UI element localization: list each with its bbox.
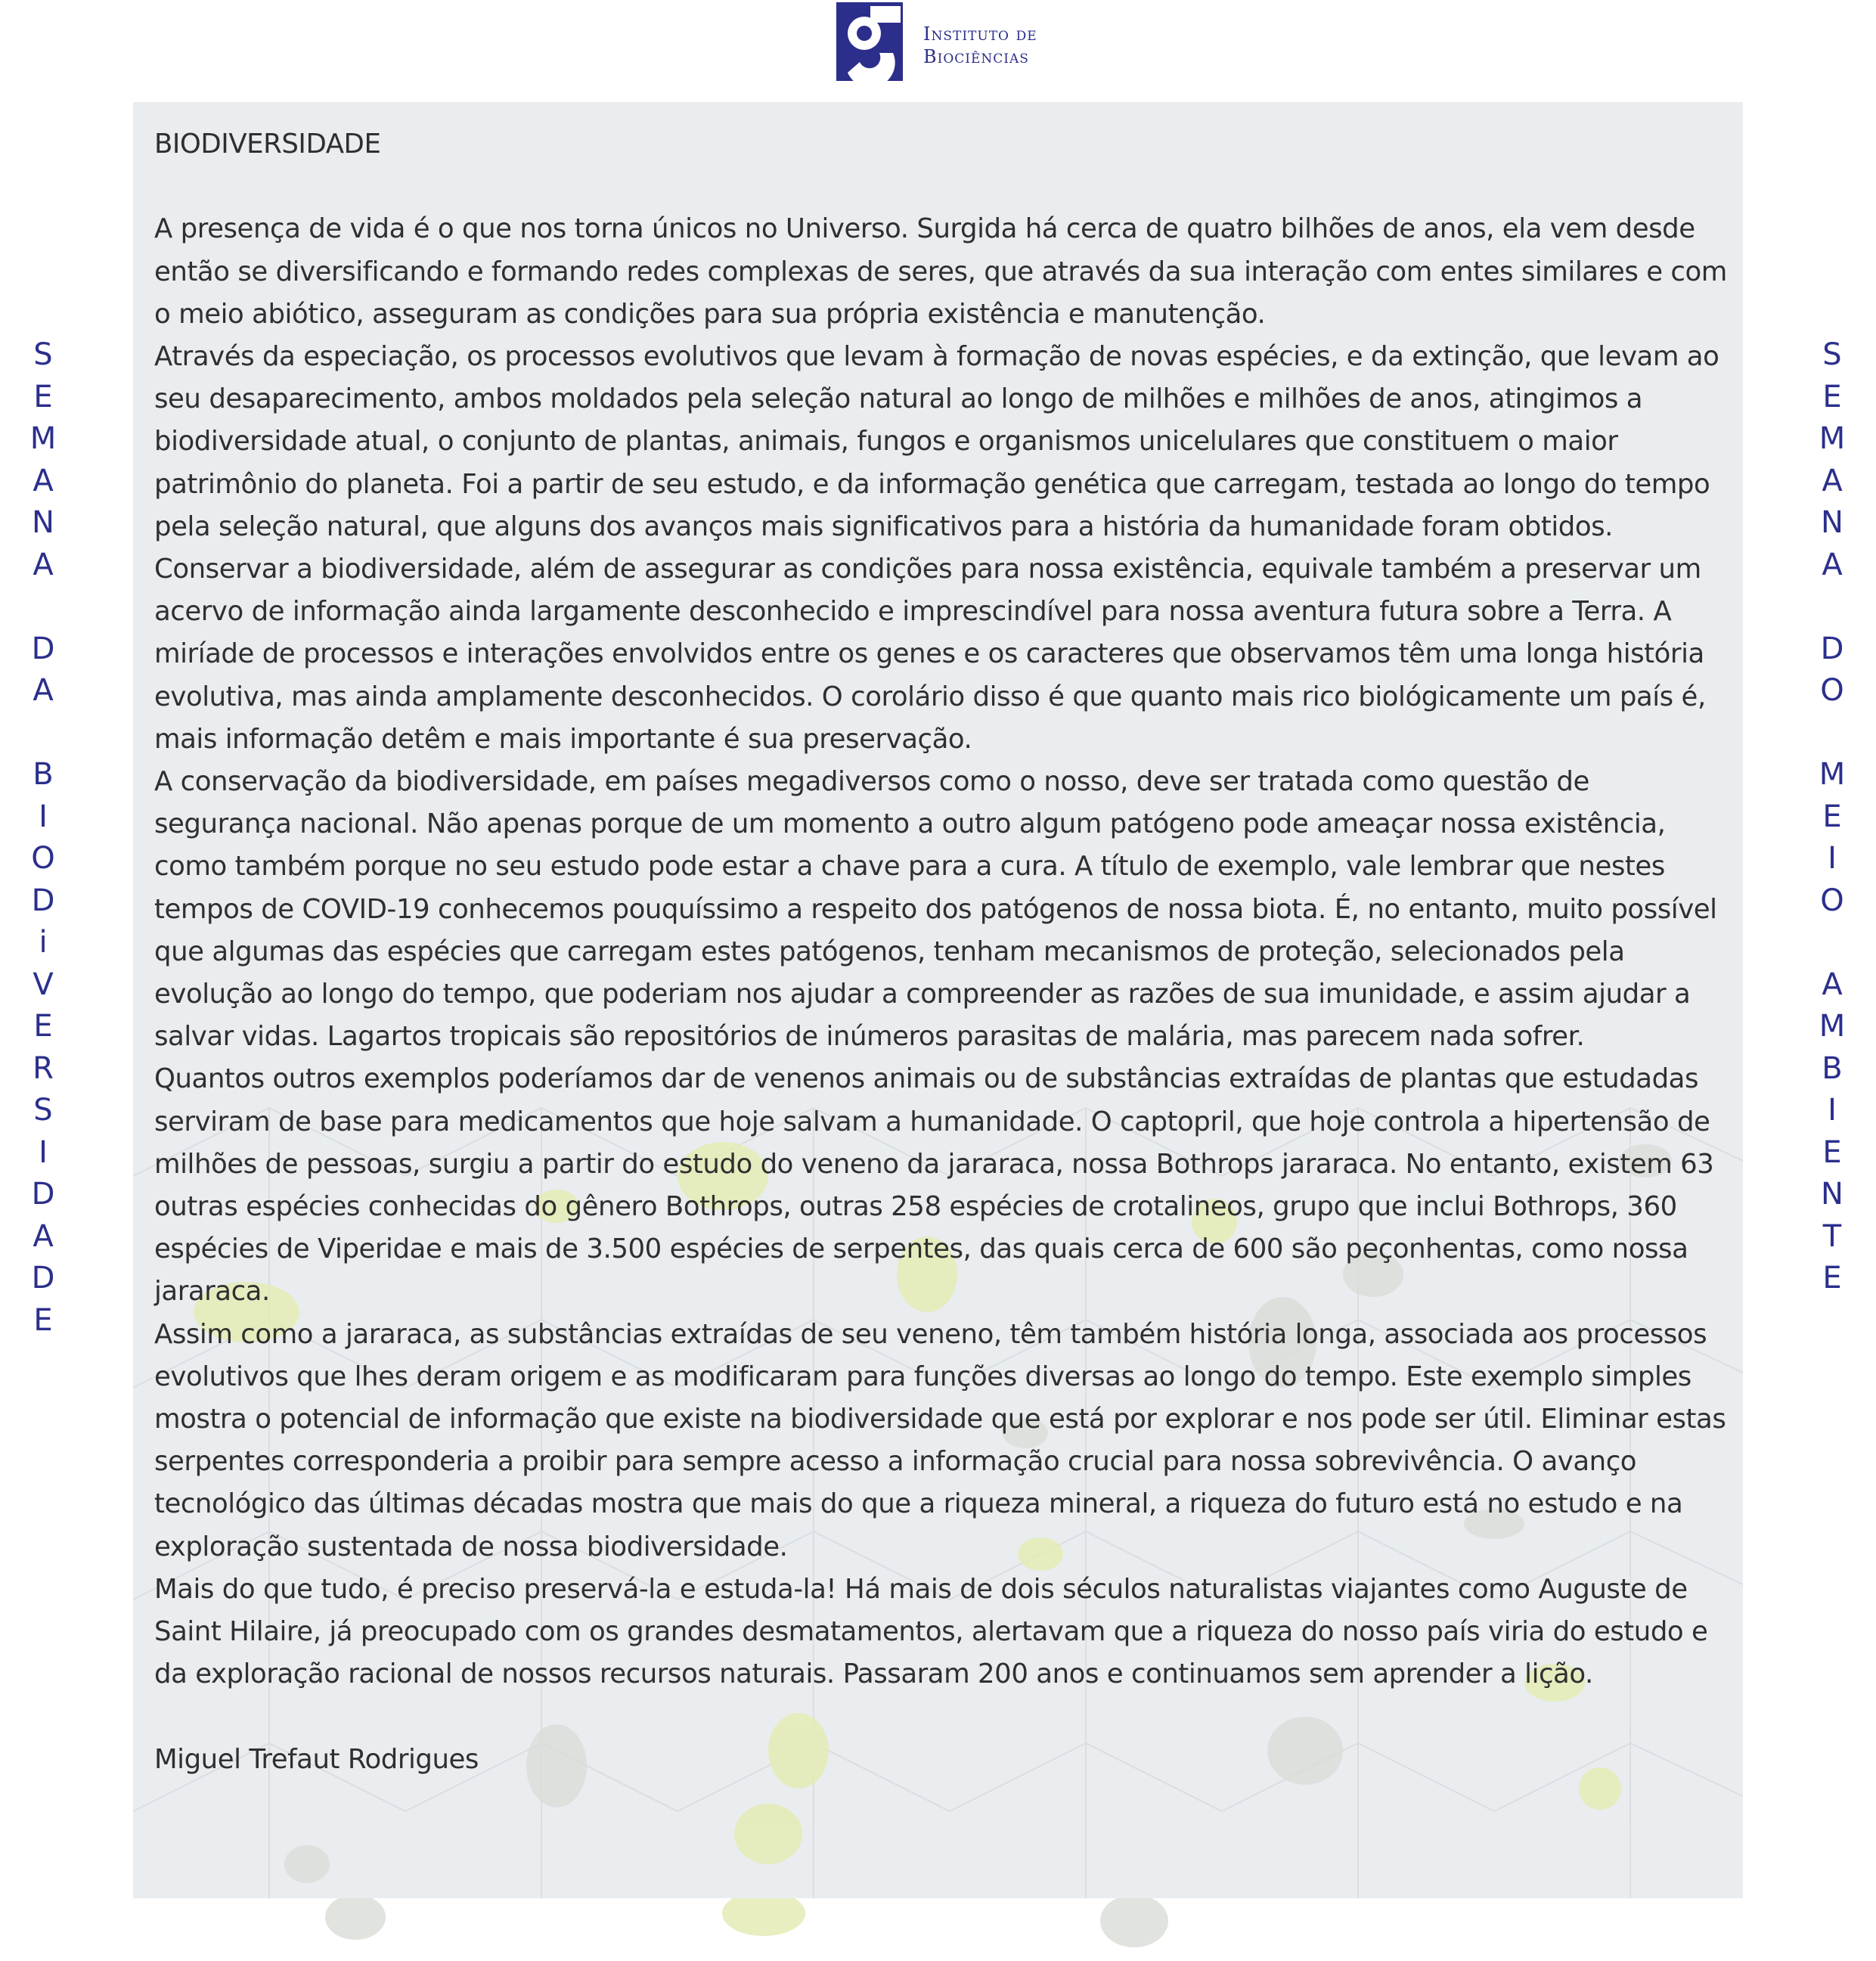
side-word [1809, 754, 1855, 922]
side-word [20, 334, 66, 586]
title-spacer [154, 166, 1727, 208]
institute-emblem-icon [834, 0, 917, 83]
side-letter: E [33, 1302, 53, 1338]
side-letter: M [29, 421, 57, 456]
side-letter: M [1819, 421, 1846, 456]
side-letter: D [1820, 631, 1844, 666]
article-author: Miguel Trefaut Rodrigues [154, 1743, 479, 1775]
side-letter: I [39, 1134, 48, 1170]
side-letter: A [33, 1218, 54, 1254]
side-word [20, 754, 66, 1342]
article-panel [133, 102, 1743, 1898]
side-letter: N [1821, 505, 1843, 540]
side-letter: A [1822, 547, 1843, 582]
side-letter: S [33, 337, 53, 372]
logo-text [923, 23, 1037, 68]
side-letter: i [39, 925, 48, 960]
side-letter: D [31, 1177, 55, 1212]
side-letter: O [31, 841, 55, 876]
side-word-gap [1809, 586, 1855, 628]
article-content [154, 123, 1727, 1781]
side-letter: A [1822, 463, 1843, 498]
article-paragraph: Assim como a jararaca, as substâncias extraídas de seu veneno, têm também história longa, associada aos processos evolutivos que lhes deram origem e as modificaram para funções diversas ao longo do tempo. Este exemplo simples mostra o potencial de informação que existe na biodiversidade que está por explorar e nos pode ser útil. Eliminar estas serpentes corresponderia a proibir para sempre acesso a informação crucial para nossa sobrevivência. O avanço tecnológico das últimas décadas mostra que mais do que a riqueza mineral, a riqueza do futuro está no estudo e na exploração sustentada de nossa biodiversidade. [154, 1318, 1726, 1562]
side-letter: T [1822, 1218, 1842, 1254]
side-letter: E [1822, 379, 1842, 414]
side-text-left [20, 334, 66, 1342]
side-letter: B [1822, 1050, 1843, 1086]
logo-line-2: Biociências [923, 46, 1029, 67]
bottom-nature-decoration [0, 1898, 1876, 1961]
side-letter: E [1822, 1261, 1842, 1295]
institute-logo [834, 0, 1061, 83]
side-letter: D [31, 1261, 55, 1295]
side-word-gap [1809, 922, 1855, 964]
side-letter: R [33, 1050, 54, 1086]
side-letter: D [31, 883, 55, 918]
logo-line-1: Instituto de [923, 23, 1037, 45]
side-word [1809, 334, 1855, 586]
side-letter: A [1822, 967, 1843, 1002]
side-word [20, 628, 66, 712]
article-title: BIODIVERSIDADE [154, 129, 381, 160]
article-paragraph: Mais do que tudo, é preciso preservá-la e estuda-la! Há mais de dois séculos naturalistas viajantes como Auguste de Saint Hilaire, já preocupado com os grandes desmatamentos, alertavam que a riqueza do nosso país viria do estudo e da exploração racional de nossos recursos naturais. Passaram 200 anos e continuamos sem aprender a lição. [154, 1573, 1708, 1690]
side-word [1809, 628, 1855, 712]
side-letter: I [39, 799, 48, 834]
side-word-gap [1809, 712, 1855, 755]
side-letter: A [33, 463, 54, 498]
side-letter: S [33, 1093, 53, 1128]
side-word-gap [20, 712, 66, 755]
side-word-gap [20, 586, 66, 628]
side-letter: B [33, 757, 54, 792]
side-letter: S [1822, 337, 1842, 372]
side-letter: O [1820, 673, 1844, 708]
side-letter: A [33, 547, 54, 582]
side-letter: I [1828, 841, 1837, 876]
article-paragraph: A presença de vida é o que nos torna únicos no Universo. Surgida há cerca de quatro bilhões de anos, ela vem desde então se diversificando e formando redes complexas de seres, que através da sua interação com entes similares e com o meio abiótico, asseguram as condições para sua própria existência e manutenção. [154, 213, 1727, 330]
side-letter: E [1822, 799, 1842, 834]
side-text-right [1809, 334, 1855, 1300]
side-letter: M [1819, 757, 1846, 792]
article-paragraph: A conservação da biodiversidade, em países megadiversos como o nosso, deve ser tratada como questão de segurança nacional. Não apenas porque de um momento a outro algum patógeno pode ameaçar nossa existência, como também porque no seu estudo pode estar a chave para a cura. A título de exemplo, vale lembrar que nestes tempos de COVID-19 conhecemos pouquíssimo a respeito dos patógenos de nossa biota. É, no entanto, muito possível que algumas das espécies que carregam estes patógenos, tenham mecanismos de proteção, selecionados pela evolução ao longo do tempo, que poderiam nos ajudar a compreender as razões de sua imunidade, e assim ajudar a salvar vidas. Lagartos tropicais são repositórios de inúmeros parasitas de malária, mas parecem nada sofrer. [154, 766, 1717, 1053]
side-letter: N [32, 505, 54, 540]
side-letter: V [33, 967, 54, 1002]
side-letter: N [1821, 1177, 1843, 1212]
side-letter: M [1819, 1009, 1846, 1044]
side-letter: E [33, 1009, 53, 1044]
side-letter: D [31, 631, 55, 666]
side-letter: E [33, 379, 53, 414]
article-paragraph: Através da especiação, os processos evolutivos que levam à formação de novas espécies, e da extinção, que levam ao seu desaparecimento, ambos moldados pela seleção natural ao longo de milhões e milhões de anos, atingimos a biodiversidade atual, o conjunto de plantas, animais, fungos e organismos unicelulares que constituem o maior patrimônio do planeta. Foi a partir de seu estudo, e da informação genética que carregam, testada ao longo do tempo pela seleção natural, que alguns dos avanços mais significativos para a história da humanidade foram obtidos. Conservar a biodiversidade, além de assegurar as condições para nossa existência, equivale também a preservar um acervo de informação ainda largamente desconhecido e imprescindível para nossa aventura futura sobre a Terra. A miríade de processos e interações envolvidos entre os genes e os caracteres que observamos têm uma longa história evolutiva, mas ainda amplamente desconhecidos. O corolário disso é que quanto mais rico biológicamente um país é, mais informação detêm e mais importante é sua preservação. [154, 341, 1719, 755]
article-paragraph: Quantos outros exemplos poderíamos dar de venenos animais ou de substâncias extraídas de plantas que estudadas serviram de base para medicamentos que hoje salvam a humanidade. O captopril, que hoje controla a hipertensão de milhões de pessoas, surgiu a partir do estudo do veneno da jararaca, nossa Bothrops jararaca. No entanto, existem 63 outras espécies conhecidas do gênero Bothrops, outras 258 espécies de crotalineos, grupo que inclui Bothrops, 360 espécies de Viperidae e mais de 3.500 espécies de serpentes, das quais cerca de 600 são peçonhentas, como nossa jararaca. [154, 1063, 1714, 1308]
side-letter: E [1822, 1134, 1842, 1170]
side-letter: O [1820, 883, 1844, 918]
author-spacer [154, 1696, 1727, 1739]
side-letter: A [33, 673, 54, 708]
side-letter: I [1828, 1093, 1837, 1128]
side-word [1809, 964, 1855, 1300]
